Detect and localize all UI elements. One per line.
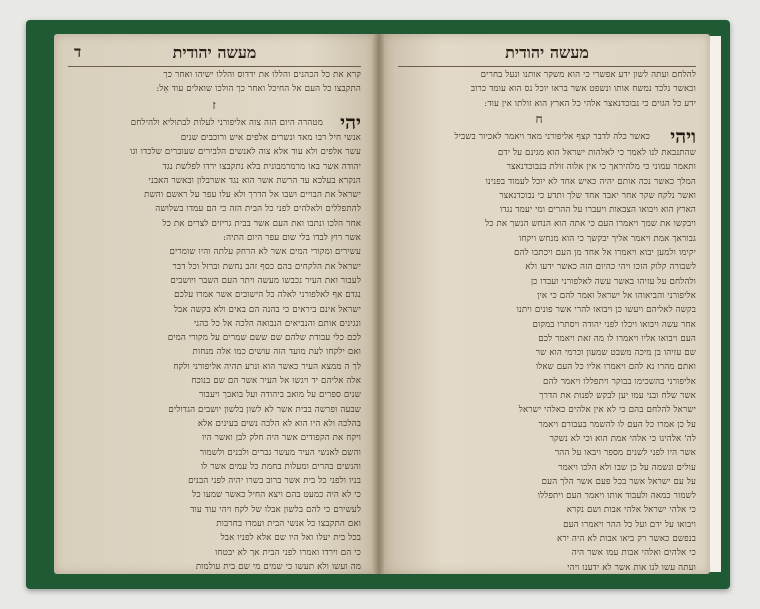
text-line: בהלכה ולא היו הוא לא הלכה נשים בעינים אלא [197,418,361,429]
text-line: לה' אלהינו כי אלהי אמת הוא וכי לא נשקר [549,433,696,444]
text-line: אשר שלח ובני עמו יען לבקש לפנות את הדרך [539,391,696,402]
text-line: המלך כאשר נכה אותם יהיה כאיש אחד לא יוכל לעמוד בפנינו [485,176,696,187]
text-line: קרא את כל הכהנים והללו את ידדוס והללו ישיהו ואחר כך [163,70,361,80]
text-line: אחר הלכו ונתבו ואת העם אשר בבית גריזים לצרים את כל [162,218,361,229]
text-line: הארץ הוא ויבואו הצבאות ויעברו על ההרים ומי יעמד נגדו [499,205,696,216]
text-line: כי הם וירדו ואמרו לפני הבית אך לא יבטחו [215,547,361,558]
text-line: ואתם מהרו נא להם ויאמרו אליו כל העם שאלו [535,362,696,373]
text-line: ישראל את הבויים ושבו אל הדרך ולא עלו עפר על ראשם והשת [144,190,361,201]
left-top-lines [68,68,361,97]
right-opener-line [398,130,650,144]
text-line: אליפורני בהשכימו בבוקר ויתפללו ויאמר להם [543,376,696,387]
text-line: על עם ישראל אשר בכל פעם אשר הלך העם [541,476,696,487]
text-line: להלחם ועתה לשון ידע אפשרי כי הוא משקר אותנו ונעל בחרים [480,70,696,80]
text-line: עשר אלפים ולא עוד אלא צוה לאנשים הלבירים שעוברים שלכדו וגו [130,147,361,158]
text-line: ישראל להלחם בהם כי לא אין אלהים כאלהי ישראל [518,405,696,416]
text-line: בנפשם כאשר רק ביאו אבות לא היה ירא [556,534,696,545]
right-top-lines [398,68,696,111]
text-line: ישראל את הלקחים בהם כסף זהב נחשת וברזל וכל דבר [172,261,361,272]
text-line: לך ה ממצא העיר כאשר הוא ונרע תהיה אליפורני ולקח [173,361,361,372]
text-line: לשמור כמאה ולעבוד אותו ויאמר העם ויתפללו [537,491,696,502]
text-line: בקשה לאליהם ויעשו כן ויבואו להרי אשר פונים ויתנו [516,305,696,316]
text-line: על כן אמרו כל העם לו להשמר בעבורם ויאמר [538,419,696,430]
section-mark-left: ז [212,98,216,112]
running-title-right: מעשה יהודית [505,43,589,62]
running-head-right [398,40,696,67]
text-line: יהודה אשר באו מרמרמבונית בלא נתקבצו ירדו לפלשת נגד [162,161,361,172]
right-page [384,34,710,574]
text-line: בניו ולפני כל בית אשר ברוב בשרו יהיה לפני הבנים [188,476,361,487]
text-line: אשר היו לפני לשנים מספר ויבאו על ההר [554,448,696,459]
text-line: ידע כל הגוים כי נבוכדנאצר אלהי כל הארץ הוא זולתו אין עוד: [484,98,696,109]
text-line: כי אלהי ישראל אלהי אבות ושם נקרא [566,505,696,516]
running-head-left [68,40,361,67]
text-line: והנשים בהרים ומעלות בחמת כל עמים אשר לו [200,461,361,472]
section-mark-right: ח [535,112,543,126]
text-line: לעשירם כי להם בלשון אבלו של לקח ויהי עוד עוד [190,504,361,515]
text-line: כי לא היה כמעט בהם ויצא החיל כאשר שמעו כל [192,490,361,501]
text-line: ויקח את הקפודים אשר היה חלק לבן ואשר היו [201,433,361,444]
text-line: וכאשר נלכד נמשח אותו ונשפט אשר בראו יוכל נס הוא עומד כרוב [470,84,696,95]
opener-word-right: ויהי [670,126,696,148]
text-line: שנים ספרים על מואב ביהודה ועל בואבך ויעבור [198,390,361,401]
text-line: אליפורני והביאוהו אל ישראל ואמר להם כי אין [537,290,696,301]
left-body [68,131,361,574]
text-line: לעבור ואת העיר נכבשו מעשה ויתר העם השבר ויושבים [170,275,361,286]
text-line: כי אלהים ואלהי אבות עמו אשר היה [571,548,696,559]
text-line: הנקרא בעלכא עד הרשת אשר הוא נגד אשרבלון ובאשר האבני [148,175,361,186]
text-line: אנשי חיל רבו מאד ונשרים אלפים איש ורוכבים שנים [180,133,361,143]
text-line: אחר עשה ויבואו ויכלו לפני יהודה ויסתרו במקום [532,319,696,330]
opener-word-left: יהי [340,112,361,134]
left-opener-line [68,116,323,130]
text-line: עשירים ומקורי המים אשר לא הרחק עלתה והיו שומרים [169,247,361,258]
text-line: ישראל אינם ביראים כי בהנה הם באים ולא בקשה אבל [173,304,361,315]
text-line: ונגינים אותם והנביאים הנבואה הלכה אל כל כהני [193,318,361,329]
text-line: ותאמר עמוני כי מלהיראך כי אין אלוה זולת בנבוכדנאצר [506,162,696,173]
text-line: שם עזיהו בן מיכה משבט שמעון וכרמי הוא שר [535,348,696,359]
text-line: לשבורה קלוק הזכו ויהי כהיום הזה כאשר ידעו ולא [525,262,696,273]
text-line: שהתנבאת לנו לאמר כי לאלהות ישראל הוא מגינם על ידם [497,148,696,158]
left-page [54,34,375,574]
text-line: ואשר נלקח שקר אחר יאבד אחד שלך ותדע כי נבוכדנאצר [499,190,696,201]
text-line: שבעה ופרשה בבית אשר לא לשון בלשון יושבים הגדולים [168,404,361,415]
text-line: יקימו ולמען יבוא ויאמרו אל אחד מן העם ויכתבו להם [514,248,696,259]
text-line: ואם התקבצו כל אנשי הבית ועמדו בחרבות [216,519,361,530]
text-line: והשם לאנשי העיר מעשר גברים ולבנים ולשמור [199,447,361,458]
text-line: ויבואו על ידם ועל כל ההר ויאמרו העם [563,519,696,530]
text-line: נגדם אף לאלפורני לאלה כל הישובים אשר אמרו עלכם [174,290,361,301]
text-line: אלה אליהם יד ויגשו אל העיר אשר הם שם בנוכח [191,376,361,387]
text-line: ויבקשו את שמך ויאמרו העם כי אתה הוא הנחש הנשך את כל [485,219,696,230]
text-line: עולים ונשמה על כן שבו ולא הלכו ויאמר [558,462,696,473]
text-line: מה ועשו ולא תעשו כי שמים מי שם בית עולמות [195,561,361,572]
right-body [398,146,696,574]
text-line: העם ויבואו אליו ויאמרו לו מה זאת ויאמר לכם [538,333,696,344]
text-line: לכם כלי עבודת שלהם שם ששם שמרים על מקורי המים [167,333,361,344]
text-line: מטהרה היום הזה צוה אליפורני לעלות לבתוליא ולהילחם [130,118,323,128]
text-line: כאשר כלה לדבר קצף אליפורני מאד ויאמר לאכיור בשביל [454,132,650,142]
text-line: ועתה עשו לנו אות אשר לא ידענו ויהי [567,562,696,573]
text-line: ולהלחם על עזיהו באשר עשה לאלפורני ועבדו כן [530,276,696,287]
page-signature: ד [74,43,82,61]
running-title-left: מעשה יהודית [172,43,257,62]
text-line: להתפללים ולאלהים לפני כל הבית הזה כי הם עמדו בשלושה [155,204,361,215]
text-line: התקבצו כל העם אל החיכל ואחר כך הולכו שואלים עוד אֵל: [156,84,361,95]
text-line: אשר רוץ לבדו בלי שום עפר היום התיה: [223,233,361,244]
text-line: בכל בית יעלו ואל היו שם אלא לפניו אבל [220,533,361,544]
text-line: ואם ילקחו לעת מועד הזה עושים כמו אלה מנחות [192,347,361,358]
text-line: גבוראך אמת ויאמר אליך יבקשך כי הוא מנחש ויקחו [519,233,696,244]
